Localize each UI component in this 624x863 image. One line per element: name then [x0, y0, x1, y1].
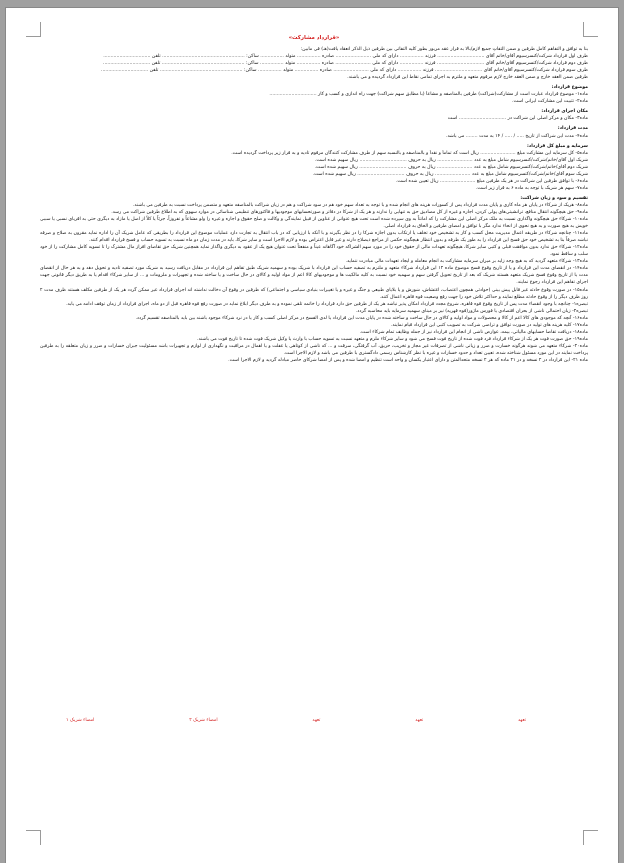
partner-share-third: شریک سوم آقای/خانم/شرکت/کنسرسیوم شامل مبلغ به عدد ........................ ریال به حروف ................................ ریال سهیم شده است.: [312, 171, 588, 177]
party-line-second: طرف دوم قرارداد شرکت/کنسرسیوم آقای/خانم آقای ................................ فرزند ................ دارای کد ملی ........................ صادره ................ متولد ................ ساکن: ........................................................ تلفن ................................: [102, 61, 588, 67]
party-line-first: طرف اول قرارداد شرکت/کنسرسیوم آقای/خانم آقای ................................ فرزند ................ دارای کد ملی ........................ صادره ................ متولد ................ ساکن: ........................................................ تلفن ................................: [103, 54, 588, 60]
section-heading-capital: سرمایه و مبلغ کل قرارداد:: [526, 143, 588, 149]
page-title: «قرارداد مشارکت»: [288, 35, 340, 41]
article-10: ماده۱۰- شرکاء حق هیچگونه واگذاری نسبت به ملک مرکز اصلی این مشارکت را که امانتاً به وی سپرده شده است تحت هیچ عنوانی از عناوین از قبیل نمایندگی و وکالت و صلح حقوق و اجاره و غیره را ولو مشاعاً و تفروزاً، جزئاً یا کلاً از اصل یا مازاد به دیگری حتی به اقربای نسبی یا سببی خویش به هیچ صورت و به هیچ نحوی از انحاء ندارد مگر با توافق و امضای طرفین و الحاق به قرارداد اصلی.: [40, 217, 588, 230]
article-6: ماده۶- با توافق طرفین این شراکت در هر یک طرفین مبلغ ........................ ریال تعیین شده است.: [395, 178, 588, 184]
article-8: ماده۸- هریک از شرکاء در پایان هر ماه کاری و پایان مدت قرارداد پس از کسورات هزینه های انجام شده و با توجه به تعداد سهم خود هم در سود شراکت و هم در زیان شراکت بالمناصفه متعهد و متضمن پرداخت نسبت به طرفین می باشند.: [132, 202, 588, 208]
article-14: ماده۱۴- در انقضای مدت این قرارداد و یا از تاریخ وقوع فسخ موضوع ماده ۱۲ این قرارداد شرکاء متعهد و ملتزم به تصفیه حساب این قرارداد با شریک بوده و سهمیه شریک طبق تفاهم این قرارداد در مقابل دریافت رسید به شریک مورد تصفیه تادیه و تحویل دهد و به هر حال از انقضای مدت یا از تاریخ وقوع فسخ شریک متعهد هستند شریک که بعد از تاریخ تحویل گرفتن سهم و سهمیه خود نسبت به کلیه مالکیت ها و موجودیهای کالا اعم از مواد اولیه و کالای در حال ساخت و یا ساخته شده و تجهیزات و ملزومات و ... از سایر شرکاء اقدام یا به طریق دیگر قانونی جهت اجرای تفاهم این قرارداد رجوع نمایند.: [40, 266, 588, 286]
section-heading-profit: تقسیم و سود و زیان شراکت:: [520, 195, 588, 201]
parties-note: طرفین ضمن العقد خارج و ضمن العقد خارج لازم مرقوم متعهد و ملتزم به اجرای تمامی نقاط این قرارداد گردیده و می باشند.: [347, 75, 588, 81]
signature-undertaking-2: تعهد: [415, 718, 424, 723]
article-18: ماده۱۸- دریافت تقاضا حسابهای مالیاتی، بیمه، عوارض ناشی از انجام این قرارداد نیز از جمله وظایف تمام شرکاء است.: [359, 329, 588, 335]
partner-share-first: شریک اول آقای/خانم/شرکت/کنسرسیوم شامل مبلغ به عدد ........................ ریال به حروف ................................ ریال سهیم شده است.: [314, 157, 588, 163]
article-16: ماده۱۶- آنچه که موجودی های کالا اعم از کالا و محصولات و مواد اولیه و کالای در حال ساخت و ساخته شده در پایان مدت این قرارداد یا لدی الفسخ در مرکز اصلی کسب و کار یا در نزد شرکاء موجود باشند بین باید بالمناصفه تقسیم گردد.: [135, 315, 588, 321]
signature-partner-2: امضاء شریک ۲: [189, 718, 218, 723]
article-2: ماده۲- تثبیت این مشارکت ایرانی است.: [512, 99, 588, 105]
article-9: ماده۹- حق هیچگونه انتقال منافع، ترانشیتی‌های پولی کردن، اجاره و غیره از کل مصادیق حق به تنهایی را ندارند و هر یک از شرکا در دفاتر و صورتحسابهای موجودیها و فاکتورهای تنظیمی شناسائی در موارد سهوی که به اطلاع طرفین شراکت می رسد.: [111, 209, 588, 215]
article-7: ماده۷- سهم هر شریک با توجه به ماده ۶ به قرار زیر است.: [475, 185, 588, 191]
margin-corner-mark: [26, 22, 41, 37]
article-17: ماده۱۷- کلیه هزینه های تولید در صورت توافق و تراضی شرکت به تصویب کتبی این قرارداد قیام نمایند.: [390, 322, 588, 328]
article-12: ماده۱۲- شرکاء حق ندارد بدون موافقت قبلی و کتبی سایر شرکا، هیچگونه تعهدات مالی از حقوق خود را در مورد سهم الشراکه خود آگاهانه عیناً و منفعتاً تحت عنوان هیچ یک از عقود به دیگری واگذار نماید همچنین شریک حق تقاضای افراز مال مشترک را تا تسویه کامل مشارکت را از خود سلب و ساقط نمود.: [40, 245, 588, 258]
article-3: ماده۳- مکان و مرکز اصلی این شراکت در ................................ است: [447, 116, 588, 122]
margin-corner-mark: [583, 830, 598, 845]
signature-undertaking-3: تعهد: [517, 718, 526, 723]
margin-corner-mark: [26, 830, 41, 845]
signature-undertaking-1: تعهد: [312, 718, 321, 723]
note-1: تبصره۱- چنانچه با وجود انقضاء مدت پس از تاریخ وقوع قوه قاهره، شروع مجدد قرارداد امکان پذیر نباشد هر یک از طرفین حق دارد قرارداد را خاتمه تلقی نموده و به طرف دیگر ابلاغ نماید در صورت رفع قوه قاهره قبل از دو ماه، اجرای قرارداد از زمان توقف ادامه می یابد.: [66, 301, 588, 307]
article-19: ماده۱۹- حق صورت فوت هر یک از شرکاء قرارداد فرد فوت شده از تاریخ فوت فسخ می شود و سایر شرکاء ملزم و متعهد نسبت به تسویه حساب با وارث یا وکیل شریک فوت شده تا تاریخ فوت می باشند.: [197, 336, 588, 342]
party-line-third: طرف سوم قرارداد شرکت/کنسرسیوم آقای/خانم آقای ................................ فرزند ................ دارای کد ملی ........................ صادره ................ متولد ................ ساکن: ........................................................ تلفن ................................: [100, 68, 588, 74]
section-heading-subject: موضوع قرارداد:: [551, 85, 588, 91]
signature-row: [66, 718, 526, 723]
document-page: [6, 8, 618, 863]
article-5: ماده۵- کل سرمایه این مشارکت مبلغ ........................ ریال است که تماماً و نقداً و بالمناصفه و بالنسبه سهم از طرف مشارکت کنندگان مرقوم تادیه و به قرار زیر پرداخت گردیده است.: [231, 150, 588, 156]
section-heading-place: مکان اجرای قرارداد:: [541, 109, 588, 115]
note-2: تبصره۲- زیان احتمالی ناشی از بحران اقتصادی یا فورس ماژور(قوه قهریه) نیز بر مبنای سهمیه سرمایه باید محاسبه گردد.: [355, 308, 588, 314]
partner-share-second: شریک دوم آقای/خانم/شرکت/کنسرسیوم شامل مبلغ به عدد ........................ ریال به حروف ................................ ریال سهیم شده است.: [314, 164, 588, 170]
article-13: ماده۱۳- شرکاء متعهد گردید که به هیچ وجه زاید بر میزان سرمایه مشارکت به انجام معامله و ایجاد تعهدات مالی مبادرت ننماید.: [345, 259, 588, 265]
contract-body: [40, 34, 588, 364]
section-heading-term: مدت قرارداد:: [557, 126, 588, 132]
signature-partner-1: امضاء شریک ۱: [66, 718, 95, 723]
article-1: ماده۱- موضوع قرارداد عبارت است از مشارکت(شراکت) طرفین بالمناصفه و مشاعاً (با مطابق سهم شراکت) جهت راه اندازی و کسب و کار ................................: [269, 92, 588, 98]
article-21: ماده ۲۱- این قرارداد در ۲ نسخه و در ۲۱ ماده که هر ۲ نسخه متحدالمتن و دارای اعتبار یکسان و واحد است تنظیم و امضا شده و پس از امضا شرکای حاضر مبادله گردید و لازم الاجرا است.: [228, 357, 588, 363]
article-20: ماده۲۰- شرکاء متعهد می شوند هرگونه خسارت و ضرر و زیانی ناشی از تصرفات غیر مجاز و تخریب، حریق، آب گرفتگی، سرقت و ... که ناشی از کوتاهی یا غفلت و یا اهمال در مراقبت و نگهداری از لوازم و تجهیزات باشد مسئولیت جبران خسارات و ضرر و زیان متعلقه را به طرفین پرداخت نمایند در این مورد مسئول شناخته شده، تعیین تعداد و حدود خسارات و غیره با نظر کارشناس رسمی دادگستری با طرفین می باشد و لازم الاجرا است.: [40, 343, 588, 356]
article-11: ماده۱۱- چنانچه شرکاء در طریقه اعمال مدیریت محل کسب و کار به تشخیص خود تخلف یا ارتکاب بدون اجازه شرکا را در نظر بگیرند و با آنکه با ارزیابی که در باب انتقال به تجارت دارد عملیات موضوع این قرارداد را بطریقی که عامل شریک آن را اداره نماید مقرون به صلاح و صرفه نباشد صرفاً بنا به تشخیص خود حق فسخ این قرارداد را به طور یک طرفه و بدون انتظار هیچگونه حکمی از مراجع ذیصلاح دارند و غیر قابل اعتراض بوده و لازم الاجرا است و سایر شرکا، باید در مدت زمان دو ماه نسبت به تسویه حساب و فسخ قرارداد اقدام کنند.: [40, 231, 588, 244]
contract-intro: بنا به توافق و التفاهم کامل طرفین و ضمن التفاتِ جمیع لازم/بالا به قرار عقد مزبور بطور کلیه التفاتی بین طرفین ذیل الذکر انعقاد یافت(هـ) فی مابین:: [300, 47, 588, 52]
article-15: ماده۱۵- در صورت وقوع حادثه غیر قابل پیش بینی (حوادثی همچون اعتصاب، اغتشاش، شورش و یا بلایای طبیعی و جنگ و غیره و یا تغییرات بنیادی سیاسی و اجتماعی) که طرفین در وقوع آن دخالت نداشته اند اجرای قرارداد غیر ممکن گردد هر یک از طرفین مکلف هستند ظرف مدت ۲ روز طرف دیگر را از وقوع حادثه مطلع نمایند و حداکثر تلاش خود را جهت رفع وضعیت قوه قاهره اعمال کنند.: [40, 287, 588, 300]
article-4: ماده۴- مدت این شراکت از تاریخ ..... / ..... / ۱۴ به مدت ........ می باشد.: [446, 133, 588, 139]
